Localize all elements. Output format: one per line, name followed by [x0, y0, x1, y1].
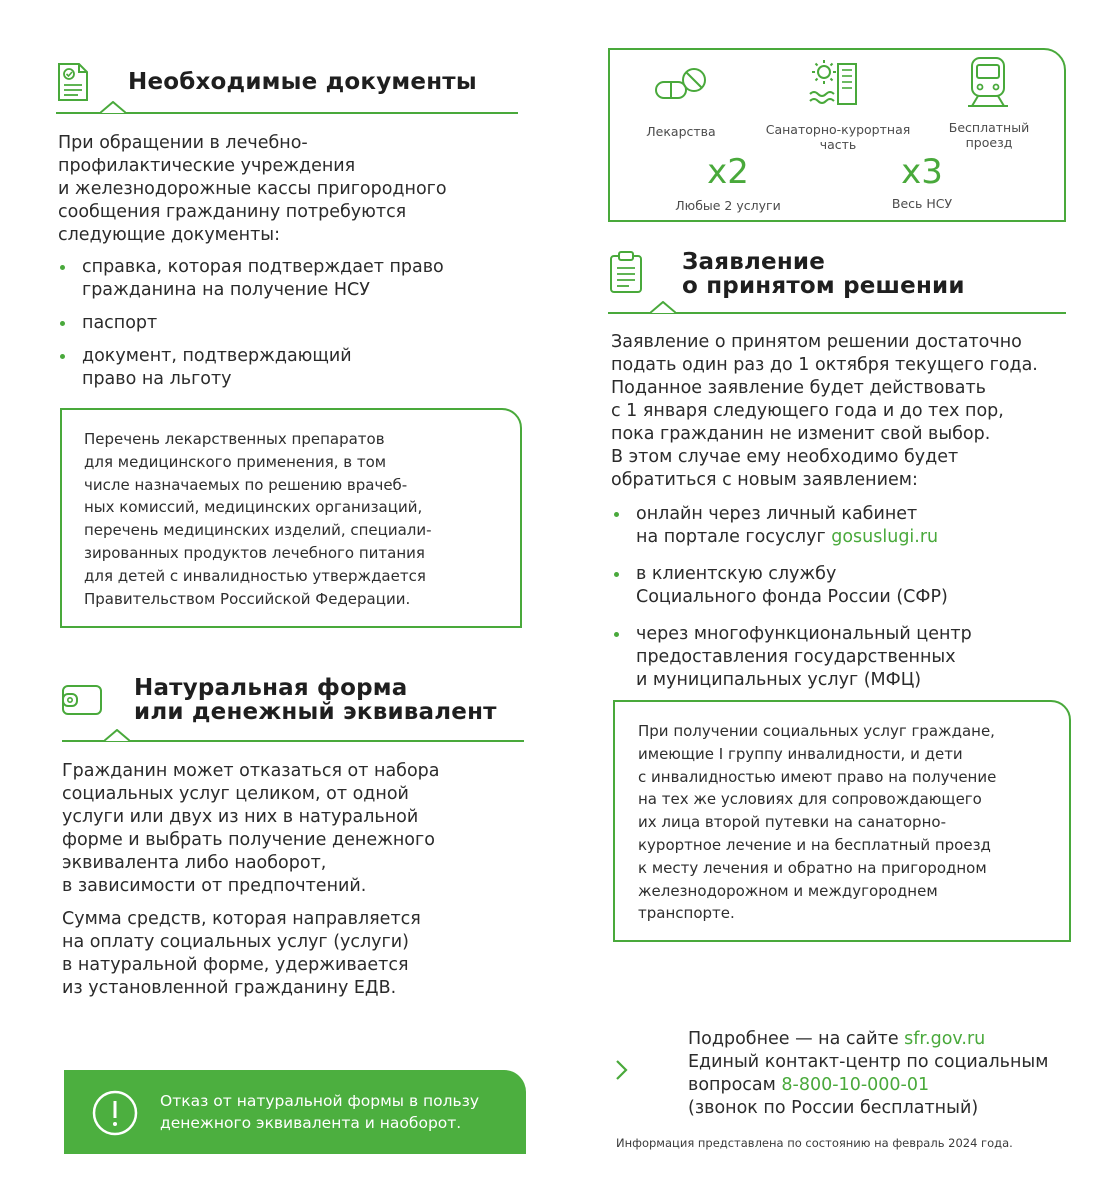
natural-paragraph-2: Сумма средств, которая направляется на оплату социальных услуг (услуги) в натуральной форме, удерживается из установленной гражданину ЕДВ.: [62, 909, 421, 998]
site-link[interactable]: sfr.gov.ru: [904, 1029, 986, 1049]
medicines-note-text: Перечень лекарственных препаратов для медицинского применения, в том числе назначаемых по решению врачеб- ных комиссий, медицинских организаций, перечень медицинских изделий, специали- зированных продуктов лечебного питания для детей с инвалидностью утверждается Правительством Российской Федерации.: [84, 430, 432, 608]
natural-title: Натуральная форма или денежный эквивалент: [134, 675, 497, 725]
natural-divider: [62, 740, 524, 742]
statement-divider: [608, 312, 1066, 314]
sanatorium-label: Санаторно-курортная часть: [765, 122, 911, 152]
statement-intro: Заявление о принятом решении достаточно подать один раз до 1 октября текущего года. Поданное заявление будет действовать с 1 января следующего года и до тех пор, пока гражданин не изменит свой выбор. В этом случае ему необходимо будет обратиться с новым заявлением:: [611, 332, 1038, 490]
documents-intro: При обращении в лечебно- профилактические учреждения и железнодорожные кассы пригородного сообщения гражданину потребуются следующие документы:: [58, 133, 447, 245]
multiplier-three-caption: Весь НСУ: [891, 196, 953, 211]
document-check-icon: [56, 62, 90, 102]
disability-note-text: При получении социальных услуг граждане, имеющие I группу инвалидности, и дети с инвалидностью имеют право на получение на тех же условиях для сопровождающего их лица второй путевки на санаторно- курортное лечение и на бесплатный проезд к месту лечения и обратно на пригородном железнодорожном и междугороднем транспорте.: [638, 722, 997, 923]
statement-title: Заявление о принятом решении: [682, 249, 965, 299]
list-item: через многофункциональный центр предоставления государственных и муниципальных услуг (МФЦ): [612, 623, 972, 692]
list-item: в клиентскую службу Социального фонда России (СФР): [612, 563, 972, 609]
divider-notch: [100, 101, 126, 114]
pills-icon: [654, 66, 710, 106]
chevron-right-icon: [614, 1058, 630, 1082]
medicine-label: Лекарства: [646, 124, 716, 139]
multiplier-three: x3: [901, 152, 943, 192]
list-item: паспорт: [58, 312, 444, 335]
gosuslugi-link[interactable]: gosuslugi.ru: [831, 527, 939, 547]
statement-list: [612, 503, 972, 692]
list-item: документ, подтверждающий право на льготу: [58, 345, 444, 391]
list-item: онлайн через личный кабинет на портале госуслуг gosuslugi.ru: [612, 503, 972, 549]
contacts-block: Подробнее — на сайте sfr.gov.ru Единый контакт-центр по социальным вопросам 8-800-10-000-01 (звонок по России бесплатный): [688, 1029, 1049, 1118]
exclamation-icon: [92, 1090, 138, 1136]
documents-list: [58, 256, 444, 391]
clipboard-icon: [608, 250, 644, 294]
phone-number[interactable]: 8-800-10-000-01: [781, 1075, 930, 1095]
multiplier-two: x2: [707, 152, 749, 192]
refusal-banner-text: Отказ от натуральной формы в пользу денежного эквивалента и наоборот.: [160, 1092, 480, 1132]
list-item: справка, которая подтверждает право гражданина на получение НСУ: [58, 256, 444, 302]
multiplier-two-caption: Любые 2 услуги: [675, 198, 781, 213]
wallet-icon: [61, 684, 103, 716]
train-icon: [966, 56, 1010, 108]
travel-label: Бесплатный проезд: [948, 120, 1030, 150]
footnote: Информация представлена по состоянию на февраль 2024 года.: [616, 1136, 1013, 1150]
documents-title: Необходимые документы: [128, 69, 477, 95]
natural-paragraph-1: Гражданин может отказаться от набора социальных услуг целиком, от одной услуги или двух из них в натуральной форме и выбрать получение денежного эквивалента либо наоборот, в зависимости от предпочтений.: [62, 761, 440, 896]
divider-notch: [650, 301, 676, 314]
sun-building-icon: [808, 58, 860, 108]
refusal-banner: [64, 1070, 526, 1154]
divider-notch: [104, 729, 130, 742]
